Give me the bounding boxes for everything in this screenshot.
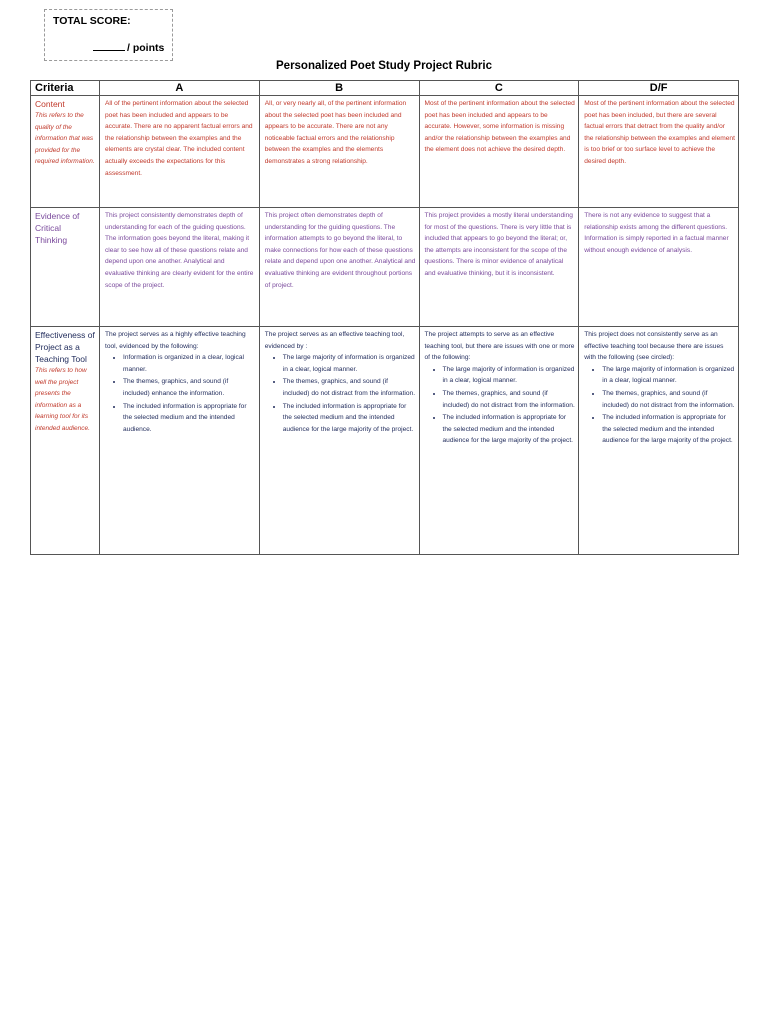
points-line — [93, 41, 164, 54]
critical-c-cell: This project provides a mostly literal understanding for most of the questions. There is very little that is included that appears to go beyond the literal; or, the attempts are inconsistent for the scope of the questions. There is minor evidence of analytical and evaluative thinking, but it is inconsistent. — [419, 208, 579, 327]
bullet-list — [425, 364, 576, 447]
critical-b-cell: This project often demonstrates depth of understanding for the guiding questions. The information attempts to go beyond the literal, to make connections for how each of these questions relate and depend upon one another. Analytical and evaluative thinking are evident throughout portions of project. — [259, 208, 419, 327]
critical-df-cell: There is not any evidence to suggest that a relationship exists among the different questions. Information is simply reported in a factual manner without enough evidence of analysis. — [579, 208, 739, 327]
list-item: • The themes, graphics, and sound (if included) enhance the information. — [123, 376, 256, 399]
cell-intro: The project attempts to serve as an effective teaching tool, but there are issues with one or more of the following: — [424, 331, 575, 362]
criteria-name: Content — [35, 99, 65, 109]
list-item: • The included information is appropriate for the selected medium and the intended audience. — [123, 401, 256, 436]
total-score-label: TOTAL SCORE: — [53, 15, 131, 27]
criteria-name: Evidence of Critical Thinking — [35, 211, 80, 245]
list-item: • The large majority of information is organized in a clear, logical manner. — [283, 352, 416, 375]
list-item: • The included information is appropriate for the selected medium and the intended audience for the large majority of the project. — [283, 401, 416, 436]
total-score-box — [44, 9, 173, 61]
header-criteria: Criteria — [31, 81, 100, 96]
content-c-cell: Most of the pertinent information about the selected poet has been included and appears to be accurate. However, some information is missing and/or the relationship between the examples and the element does not achieve the desired depth. — [419, 96, 579, 208]
cell-intro: The project serves as an effective teaching tool, evidenced by : — [264, 331, 405, 350]
bullet-list — [265, 352, 416, 435]
header-df: D/F — [579, 81, 739, 96]
list-item: • Information is organized in a clear, logical manner. — [123, 352, 256, 375]
bullet-list — [105, 352, 256, 435]
list-item: • The themes, graphics, and sound (if included) do not distract from the information. — [602, 388, 735, 411]
points-label: / points — [127, 42, 165, 54]
page-title: Personalized Poet Study Project Rubric — [276, 60, 492, 72]
row-teaching-tool — [31, 327, 739, 555]
content-a-cell: All of the pertinent information about the selected poet has been included and appears to be accurate. There are no apparent factual errors and the relationship between the examples and the elements are crystal clear. The included content actually exceeds the expectations for this assessment. — [100, 96, 260, 208]
bullet-list — [584, 364, 735, 447]
list-item: • The themes, graphics, and sound (if included) do not distract from the information. — [443, 388, 576, 411]
critical-a-cell: This project consistently demonstrates depth of understanding for each of the guiding questions. The information goes beyond the literal, making it clear to see how all of these questions relate and depend upon one another. Analytical and evaluative thinking are clearly evident for the entire scope of the project. — [100, 208, 260, 327]
score-blank[interactable] — [93, 41, 125, 51]
teaching-b-cell — [259, 327, 419, 555]
header-b: B — [259, 81, 419, 96]
criteria-description: This refers to the quality of the information that was provided for the required information. — [35, 112, 95, 165]
criteria-description: This refers to how well the project presents the information as a learning tool for its intended audience. — [35, 367, 90, 432]
header-a: A — [100, 81, 260, 96]
content-df-cell: Most of the pertinent information about the selected poet has been included, but there are several factual errors that detract from the quality and/or the relationship between the examples and element is too brief or too surface level to achieve the desired depth. — [579, 96, 739, 208]
criteria-name: Effectiveness of Project as a Teaching Tool — [35, 330, 95, 364]
row-content — [31, 96, 739, 208]
list-item: • The large majority of information is organized in a clear, logical manner. — [602, 364, 735, 387]
rubric-table — [30, 80, 739, 555]
row-critical-thinking — [31, 208, 739, 327]
header-row — [31, 81, 739, 96]
cell-intro: The project serves as a highly effective teaching tool, evidenced by the following: — [105, 331, 246, 350]
list-item: • The included information is appropriate for the selected medium and the intended audience for the large majority of the project. — [602, 412, 735, 447]
cell-intro: This project does not consistently serve as an effective teaching tool because there are issues with the following (see circled): — [584, 331, 724, 362]
list-item: • The themes, graphics, and sound (if included) do not distract from the information. — [283, 376, 416, 399]
teaching-df-cell — [579, 327, 739, 555]
content-b-cell: All, or very nearly all, of the pertinent information about the selected poet has been included and appears to be accurate. There are not any noticeable factual errors and the relationship between the examples and the elements demonstrates a strong relationship. — [259, 96, 419, 208]
header-c: C — [419, 81, 579, 96]
teaching-c-cell — [419, 327, 579, 555]
criteria-critical-thinking — [31, 208, 100, 327]
criteria-teaching-tool — [31, 327, 100, 555]
criteria-content — [31, 96, 100, 208]
list-item: • The large majority of information is organized in a clear, logical manner. — [443, 364, 576, 387]
list-item: • The included information is appropriate for the selected medium and the intended audience for the large majority of the project. — [443, 412, 576, 447]
teaching-a-cell — [100, 327, 260, 555]
